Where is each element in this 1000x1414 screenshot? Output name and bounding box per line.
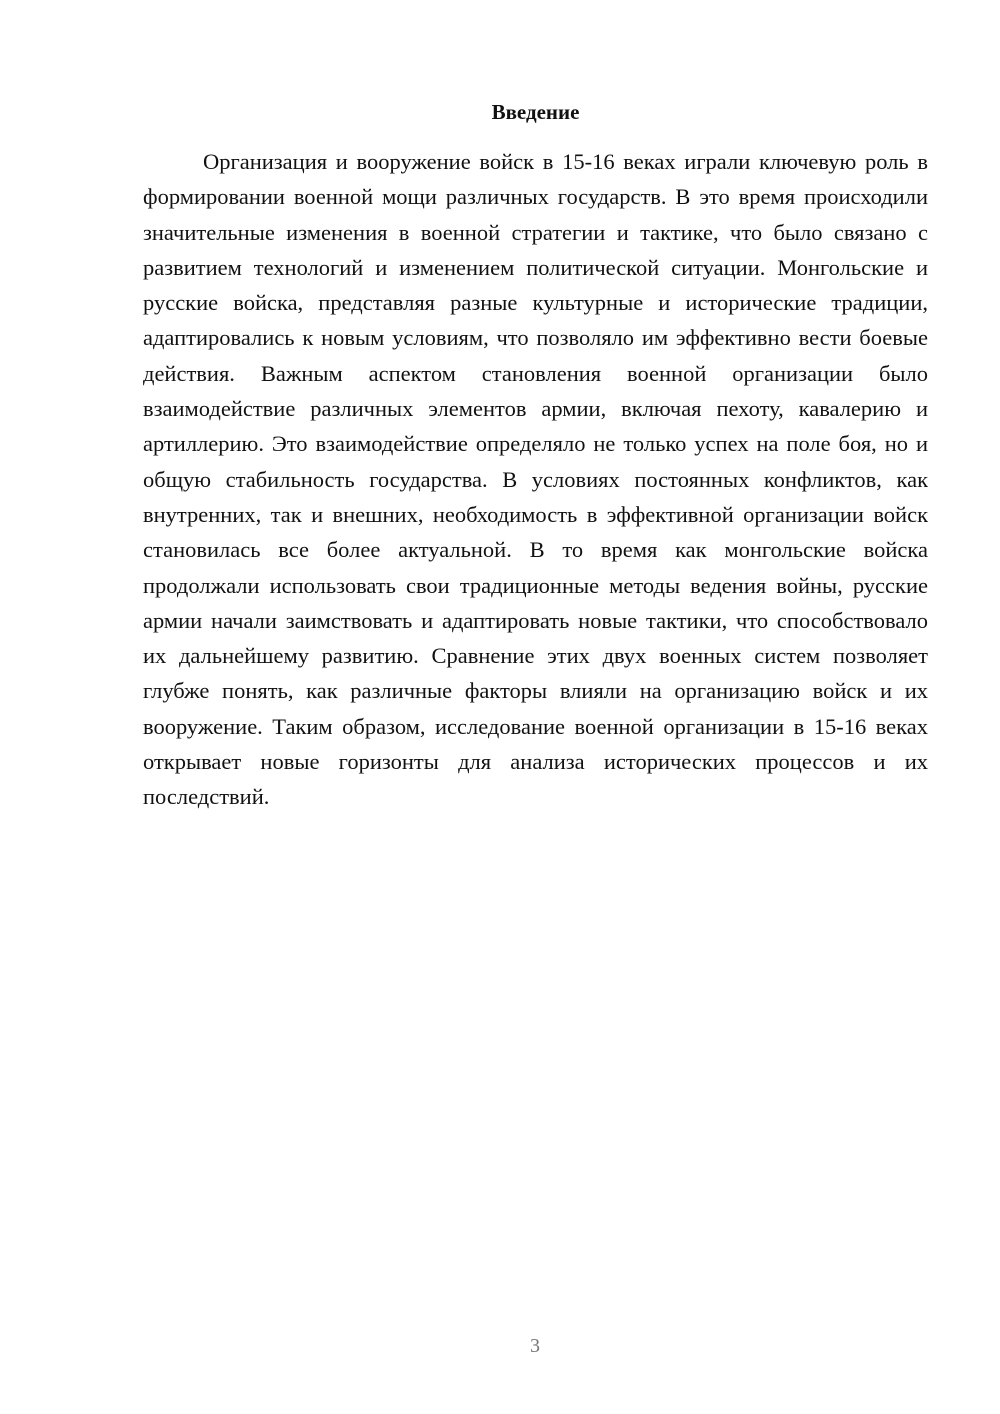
- page-number: 3: [530, 1335, 540, 1357]
- body-paragraph: Организация и вооружение войск в 15-16 веках играли ключевую роль в формировании военной мощи различных государств. В это время происходили значительные изменения в военной стратегии и тактике, что было связано с развитием технологий и изменением политической ситуации. Монгольские и русские войска, представляя разные культурные и исторические традиции, адаптировались к новым условиям, что позволяло им эффективно вести боевые действия. Важным аспектом становления военной организации было взаимодействие различных элементов армии, включая пехоту, кавалерию и артиллерию. Это взаимодействие определяло не только успех на поле боя, но и общую стабильность государства. В условиях постоянных конфликтов, как внутренних, так и внешних, необходимость в эффективной организации войск становилась все более актуальной. В то время как монгольские войска продолжали использовать свои традиционные методы ведения войны, русские армии начали заимствовать и адаптировать новые тактики, что способствовало их дальнейшему развитию. Сравнение этих двух военных систем позволяет глубже понять, как различные факторы влияли на организацию войск и их вооружение. Таким образом, исследование военной организации в 15-16 веках открывает новые горизонты для анализа исторических процессов и их последствий.: [143, 149, 928, 810]
- section-heading: Введение: [491, 100, 580, 124]
